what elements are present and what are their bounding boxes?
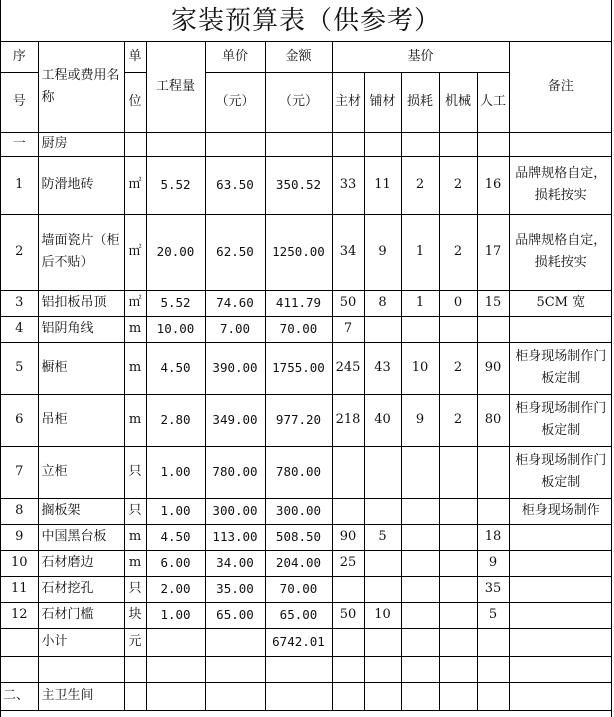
- row-amount: 977.20: [265, 394, 332, 446]
- row-machine: [439, 524, 477, 550]
- row-main-material: 50: [332, 602, 364, 628]
- row-amount: 508.50: [265, 524, 332, 550]
- row-labor: 18: [477, 524, 509, 550]
- header-machine: 机械: [439, 72, 477, 132]
- row-main-material: 34: [332, 214, 364, 290]
- row-remark: 柜身现场制作: [509, 498, 612, 524]
- row-price: 7.00: [205, 316, 265, 342]
- section-name: 厨房: [38, 132, 124, 156]
- row-name: 铝扣板吊顶: [38, 290, 124, 316]
- row-name: 石材挖孔: [38, 576, 124, 602]
- row-unit: ㎡: [124, 156, 146, 214]
- row-labor: [477, 498, 509, 524]
- header-amount-bottom: （元）: [265, 72, 332, 132]
- row-main-material: 218: [332, 394, 364, 446]
- row-unit: 只: [124, 498, 146, 524]
- row-main-material: 90: [332, 524, 364, 550]
- row-quantity: 10.00: [146, 316, 205, 342]
- table-row: [1, 446, 612, 498]
- row-remark: 柜身现场制作门板定制: [509, 446, 612, 498]
- row-unit: m: [124, 316, 146, 342]
- row-remark: [509, 550, 612, 576]
- row-seq: 8: [1, 498, 38, 524]
- row-loss: 2: [401, 156, 439, 214]
- row-machine: [439, 446, 477, 498]
- section-seq: 二、: [1, 682, 38, 710]
- row-labor: 80: [477, 394, 509, 446]
- row-machine: 2: [439, 394, 477, 446]
- row-loss: [401, 498, 439, 524]
- row-main-material: 245: [332, 342, 364, 394]
- row-price: 74.60: [205, 290, 265, 316]
- row-aux-material: 40: [364, 394, 401, 446]
- header-unit-bottom: 位: [124, 72, 146, 132]
- row-quantity: 1.00: [146, 446, 205, 498]
- row-aux-material: [364, 498, 401, 524]
- row-remark: [509, 524, 612, 550]
- row-main-material: 33: [332, 156, 364, 214]
- row-aux-material: [364, 576, 401, 602]
- row-machine: 0: [439, 290, 477, 316]
- table-row: [1, 394, 612, 446]
- row-unit: m: [124, 394, 146, 446]
- row-loss: 1: [401, 290, 439, 316]
- row-labor: [477, 316, 509, 342]
- row-aux-material: 8: [364, 290, 401, 316]
- row-amount: 350.52: [265, 156, 332, 214]
- row-seq: 1: [1, 156, 38, 214]
- table-row: [1, 290, 612, 316]
- row-seq: 6: [1, 394, 38, 446]
- row-price: 63.50: [205, 156, 265, 214]
- row-seq: 5: [1, 342, 38, 394]
- header-amount-top: 金额: [265, 42, 332, 72]
- row-name: 立柜: [38, 446, 124, 498]
- row-name: 防滑地砖: [38, 156, 124, 214]
- row-name: 墙面瓷片（柜后不贴）: [38, 214, 124, 290]
- row-seq: 11: [1, 576, 38, 602]
- row-loss: [401, 576, 439, 602]
- row-name: 铝阴角线: [38, 316, 124, 342]
- row-name: 石材磨边: [38, 550, 124, 576]
- header-price-top: 单价: [205, 42, 265, 72]
- row-labor: 9: [477, 550, 509, 576]
- row-price: 300.00: [205, 498, 265, 524]
- row-main-material: [332, 498, 364, 524]
- row-quantity: 5.52: [146, 290, 205, 316]
- row-remark: 柜身现场制作门板定制: [509, 342, 612, 394]
- row-loss: 9: [401, 394, 439, 446]
- row-seq: 9: [1, 524, 38, 550]
- row-unit: m: [124, 342, 146, 394]
- row-machine: [439, 576, 477, 602]
- row-amount: 70.00: [265, 576, 332, 602]
- row-unit: ㎡: [124, 290, 146, 316]
- table-row: [1, 602, 612, 628]
- row-seq: 4: [1, 316, 38, 342]
- subtotal-unit: 元: [124, 628, 146, 656]
- row-machine: [439, 316, 477, 342]
- row-labor: 15: [477, 290, 509, 316]
- header-labor: 人工: [477, 72, 509, 132]
- row-seq: 3: [1, 290, 38, 316]
- header-unit-top: 单: [124, 42, 146, 72]
- row-price: 113.00: [205, 524, 265, 550]
- row-aux-material: 10: [364, 602, 401, 628]
- row-quantity: 20.00: [146, 214, 205, 290]
- table-row: [1, 156, 612, 214]
- row-loss: [401, 524, 439, 550]
- sheet-title: 家装预算表（供参考）: [1, 0, 611, 42]
- row-name: 吊柜: [38, 394, 124, 446]
- row-unit: m: [124, 524, 146, 550]
- row-seq: 10: [1, 550, 38, 576]
- table-row: [1, 342, 612, 394]
- row-amount: 1250.00: [265, 214, 332, 290]
- row-remark: 品牌规格自定，损耗按实: [509, 214, 612, 290]
- row-seq: 2: [1, 214, 38, 290]
- row-quantity: 1.00: [146, 498, 205, 524]
- header-quantity: 工程量: [146, 42, 205, 132]
- row-machine: [439, 550, 477, 576]
- row-main-material: 50: [332, 290, 364, 316]
- row-quantity: 2.00: [146, 576, 205, 602]
- row-machine: 2: [439, 214, 477, 290]
- row-labor: 16: [477, 156, 509, 214]
- row-loss: [401, 446, 439, 498]
- row-remark: [509, 316, 612, 342]
- row-quantity: 1.00: [146, 602, 205, 628]
- row-unit: 只: [124, 446, 146, 498]
- row-name: 橱柜: [38, 342, 124, 394]
- row-price: 349.00: [205, 394, 265, 446]
- header-remark: 备注: [509, 42, 612, 132]
- row-main-material: [332, 446, 364, 498]
- row-aux-material: [364, 550, 401, 576]
- row-price: 34.00: [205, 550, 265, 576]
- header-base: 基价: [332, 42, 509, 72]
- row-amount: 780.00: [265, 446, 332, 498]
- item-rows: [1, 156, 612, 628]
- row-aux-material: 11: [364, 156, 401, 214]
- row-machine: [439, 602, 477, 628]
- row-price: 390.00: [205, 342, 265, 394]
- table-row: [1, 214, 612, 290]
- header-aux-material: 铺材: [364, 72, 401, 132]
- row-seq: 7: [1, 446, 38, 498]
- row-price: 35.00: [205, 576, 265, 602]
- row-machine: [439, 498, 477, 524]
- row-labor: 35: [477, 576, 509, 602]
- row-remark: 柜身现场制作门板定制: [509, 394, 612, 446]
- row-amount: 1755.00: [265, 342, 332, 394]
- row-price: 62.50: [205, 214, 265, 290]
- row-name: 搁板架: [38, 498, 124, 524]
- section-seq: 一: [1, 132, 38, 156]
- row-main-material: [332, 576, 364, 602]
- row-remark: [509, 576, 612, 602]
- row-remark: 5CM 宽: [509, 290, 612, 316]
- table-row: [1, 550, 612, 576]
- row-machine: 2: [439, 156, 477, 214]
- row-remark: 品牌规格自定，损耗按实: [509, 156, 612, 214]
- row-quantity: 4.50: [146, 342, 205, 394]
- table-row: [1, 524, 612, 550]
- header-seq-top: 序: [1, 42, 38, 72]
- row-remark: [509, 602, 612, 628]
- row-main-material: 25: [332, 550, 364, 576]
- header-loss: 损耗: [401, 72, 439, 132]
- row-labor: 90: [477, 342, 509, 394]
- row-machine: 2: [439, 342, 477, 394]
- row-unit: 块: [124, 602, 146, 628]
- row-quantity: 4.50: [146, 524, 205, 550]
- row-aux-material: 43: [364, 342, 401, 394]
- row-aux-material: 9: [364, 214, 401, 290]
- row-quantity: 5.52: [146, 156, 205, 214]
- table-row: [1, 316, 612, 342]
- row-quantity: 2.80: [146, 394, 205, 446]
- row-amount: 300.00: [265, 498, 332, 524]
- row-aux-material: [364, 446, 401, 498]
- row-amount: 65.00: [265, 602, 332, 628]
- row-amount: 204.00: [265, 550, 332, 576]
- row-unit: m: [124, 550, 146, 576]
- subtotal-label: 小计: [38, 628, 124, 656]
- row-labor: 5: [477, 602, 509, 628]
- row-loss: [401, 550, 439, 576]
- row-aux-material: [364, 316, 401, 342]
- budget-table: [1, 42, 612, 711]
- row-loss: 10: [401, 342, 439, 394]
- row-amount: 411.79: [265, 290, 332, 316]
- row-price: 65.00: [205, 602, 265, 628]
- row-name: 石材门槛: [38, 602, 124, 628]
- row-seq: 12: [1, 602, 38, 628]
- header-item: 工程或费用名称: [38, 42, 124, 132]
- row-unit: ㎡: [124, 214, 146, 290]
- subtotal-amount: 6742.01: [265, 628, 332, 656]
- row-labor: [477, 446, 509, 498]
- row-amount: 70.00: [265, 316, 332, 342]
- section-name: 主卫生间: [38, 682, 124, 710]
- table-row: [1, 498, 612, 524]
- row-name: 中国黑台板: [38, 524, 124, 550]
- row-unit: 只: [124, 576, 146, 602]
- row-labor: 17: [477, 214, 509, 290]
- row-loss: [401, 316, 439, 342]
- row-loss: [401, 602, 439, 628]
- header-price-bottom: （元）: [205, 72, 265, 132]
- row-main-material: 7: [332, 316, 364, 342]
- row-price: 780.00: [205, 446, 265, 498]
- header-seq-bottom: 号: [1, 72, 38, 132]
- table-row: [1, 576, 612, 602]
- row-loss: 1: [401, 214, 439, 290]
- row-quantity: 6.00: [146, 550, 205, 576]
- header-main-material: 主材: [332, 72, 364, 132]
- row-aux-material: 5: [364, 524, 401, 550]
